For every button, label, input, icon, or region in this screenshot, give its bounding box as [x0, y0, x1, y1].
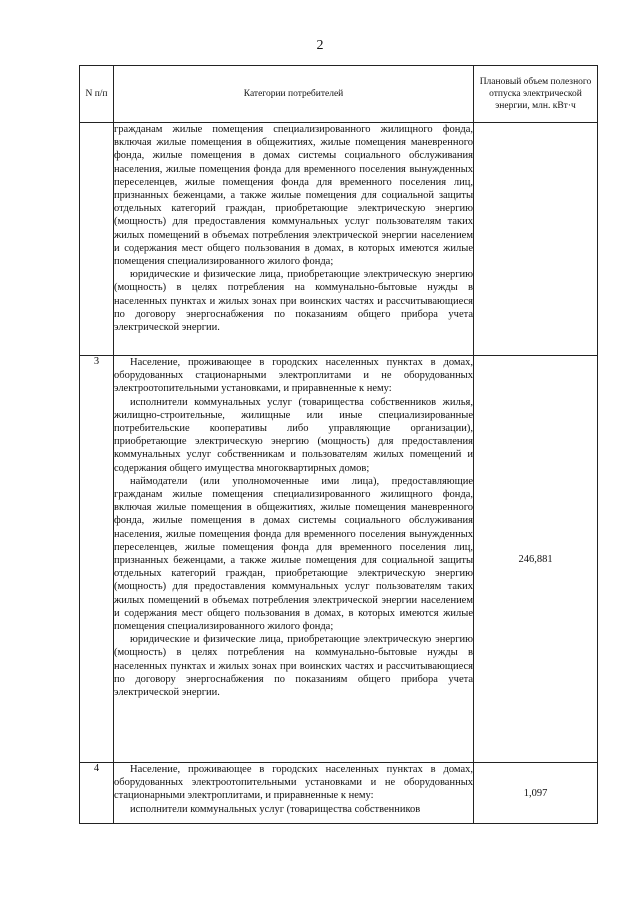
row-category	[114, 123, 474, 356]
category-paragraph: юридические и физические лица, приобретающие электрическую энергию (мощность) в целях потребления на коммунально-бытовые нужды в населенных пунктах и жилых зонах при воинских частях и рассчитывающиеся по договору энергоснабжения по показаниям общего прибора учета электрической энергии.	[114, 269, 473, 334]
row-number: 3	[80, 356, 114, 763]
category-paragraph: исполнители коммунальных услуг (товарищества собственников	[130, 803, 421, 815]
header-category: Категории потребителей	[114, 66, 474, 123]
row-number	[80, 123, 114, 356]
table-header-row	[80, 66, 598, 123]
category-paragraph: наймодатели (или уполномоченные ими лица), предоставляющие гражданам жилые помещения специализированного жилищного фонда, включая жилые помещения в общежитиях, жилые помещения маневренного фонда, жилые помещения в домах системы социального обслуживания населения, жилые помещения фонда для временного поселения вынужденных переселенцев, жилые помещения фонда для временного поселения лиц, признанных беженцами, а также жилые помещения для социальной защиты отдельных категорий граждан, приобретающие электрическую энергию (мощность) для предоставления коммунальных услуг пользователям таких жилых помещений в объемах потребления электрической энергии населением и содержания мест общего пользования в домах, в которых имеются жилые помещения специализированного жилого фонда;	[114, 475, 473, 633]
header-number: N п/п	[80, 66, 114, 123]
category-paragraph: исполнители коммунальных услуг (товарищества собственников жилья, жилищно-строительные, жилищные или иные специализированные потребительские кооперативы либо управляющие организации), приобретающие электрическую энергию (мощность) для предоставления коммунальных услуг собственникам и пользователям жилых помещений и содержания общего имущества многоквартирных домов;	[114, 396, 473, 474]
category-paragraph: Население, проживающее в городских населенных пунктах в домах, оборудованных стационарными электроплитами и не оборудованных электроотопительными установками, и приравненные к нему:	[114, 357, 473, 395]
category-paragraph: юридические и физические лица, приобретающие электрическую энергию (мощность) в целях потребления на коммунально-бытовые нужды в населенных пунктах и жилых зонах при воинских частях и рассчитывающиеся по договору энергоснабжения по показаниям общего прибора учета электрической энергии.	[114, 634, 473, 699]
consumer-categories-table	[79, 65, 598, 824]
table-row	[80, 763, 598, 824]
row-category	[114, 763, 474, 824]
table-row	[80, 123, 598, 356]
row-category	[114, 356, 474, 763]
row-volume: 1,097	[474, 763, 598, 824]
header-volume: Плановый объем полезного отпуска электрической энергии, млн. кВт·ч	[474, 66, 598, 123]
table-row	[80, 356, 598, 763]
category-paragraph: гражданам жилые помещения специализированного жилищного фонда, включая жилые помещения в общежитиях, жилые помещения маневренного фонда, жилые помещения в домах системы социального обслуживания населения, жилые помещения фонда для временного поселения вынужденных переселенцев, жилые помещения фонда для временного поселения лиц, признанных беженцами, а также жилые помещения для социальной защиты отдельных категорий граждан, приобретающие электрическую энергию (мощность) для предоставления коммунальных услуг пользователям таких жилых помещений в объемах потребления электрической энергии населением и содержания мест общего пользования в домах, в которых имеются жилые помещения специализированного жилого фонда;	[114, 124, 473, 268]
row-number: 4	[80, 763, 114, 824]
row-volume: 246,881	[474, 356, 598, 763]
row-volume	[474, 123, 598, 356]
page-number: 2	[316, 38, 324, 53]
category-paragraph: Население, проживающее в городских населенных пунктах в домах, оборудованных электроотопительными установками и не оборудованных стационарными электроплитами, и приравненные к нему:	[114, 764, 473, 802]
